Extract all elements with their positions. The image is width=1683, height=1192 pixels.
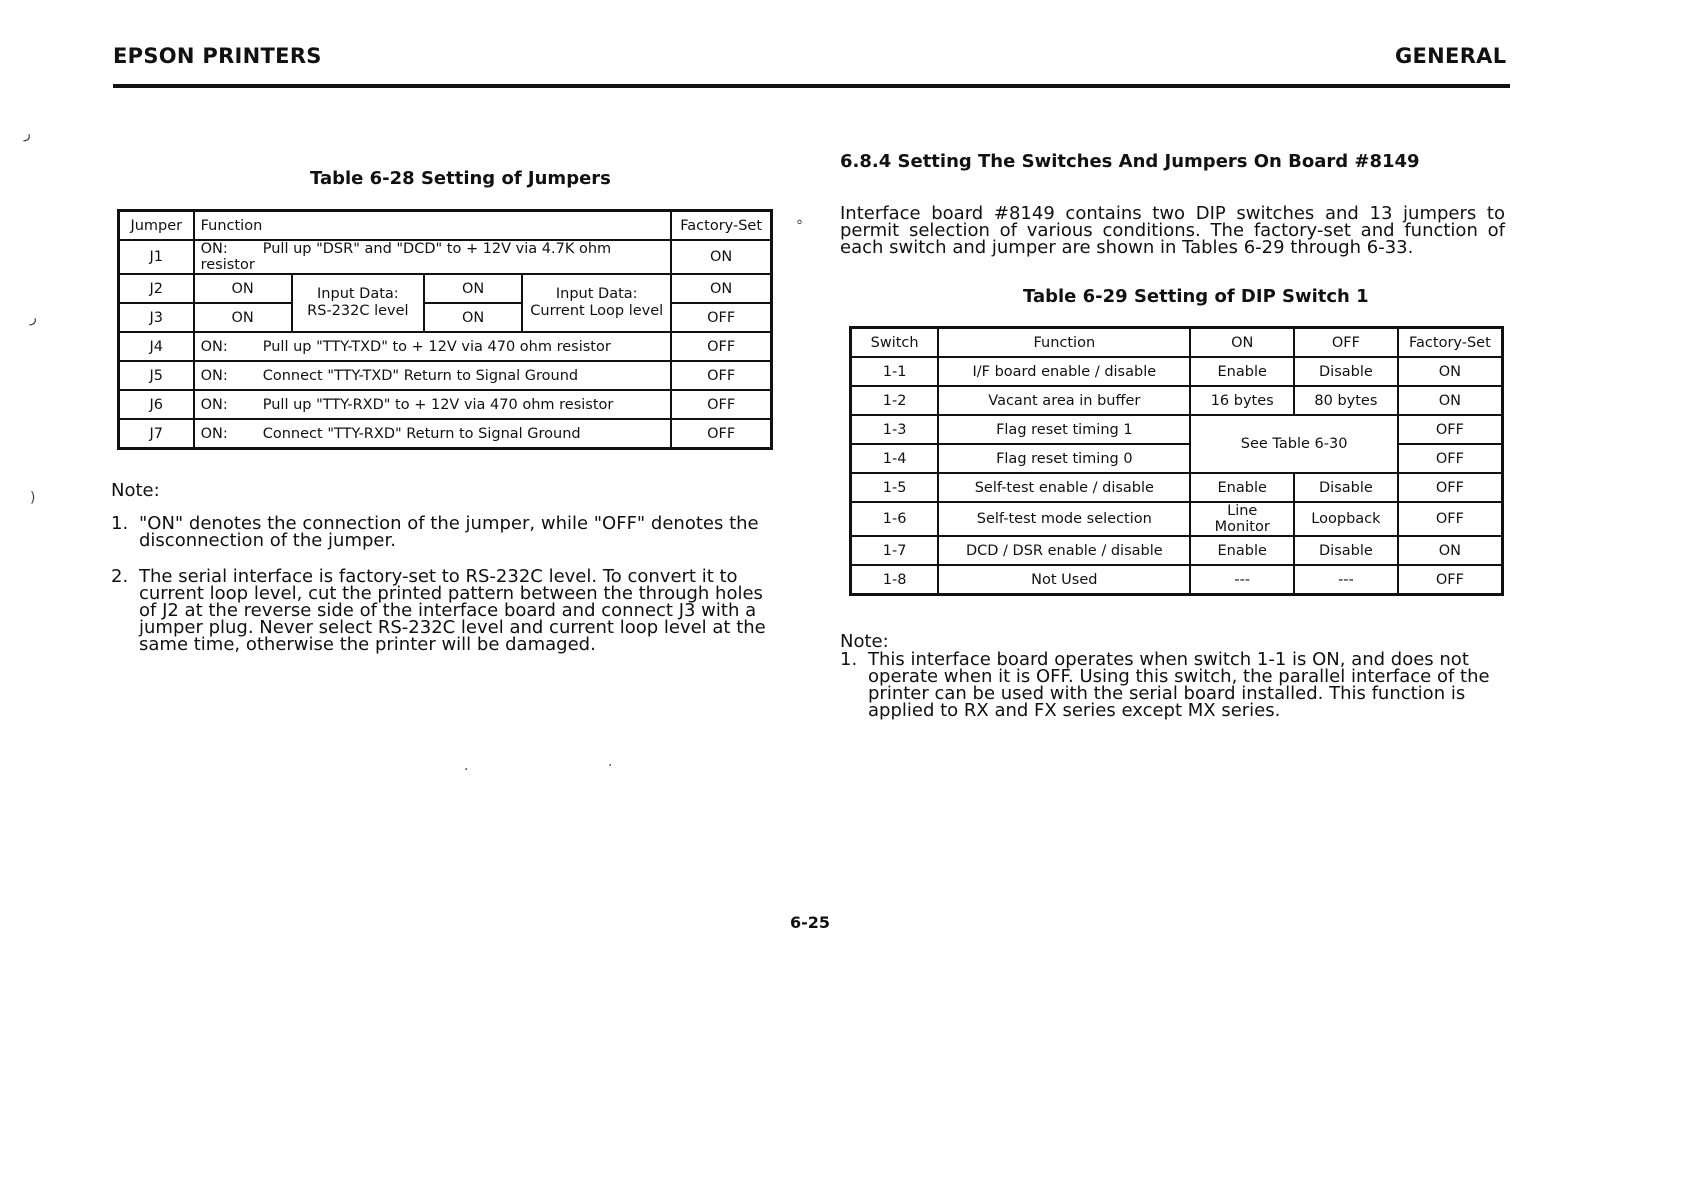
table-row [851, 536, 1503, 565]
switch-function: I/F board enable / disable [938, 357, 1190, 386]
jumper-function [194, 332, 672, 361]
scan-mark: · [608, 758, 613, 774]
col-header-function: Function [938, 328, 1190, 358]
factory-set-value: ON [1398, 386, 1503, 415]
note-text: The serial interface is factory-set to RS-232C level. To convert it to current loop level, cut the printed pattern between the through holes of J2 at the reverse side of the interface board and connect J3 with a jumper plug. Never select RS-232C level and current loop level at the same time, otherwise the printer will be damaged. [139, 566, 766, 655]
factory-set-value: OFF [671, 303, 771, 332]
table-row [119, 361, 772, 390]
table-row [851, 444, 1503, 473]
rs232-on: ON [194, 303, 292, 332]
function-on-label: ON: [200, 338, 228, 355]
function-description: Connect "TTY-RXD" Return to Signal Ground [262, 425, 581, 442]
right-note-label: Note: [840, 631, 889, 652]
factory-set-value: OFF [671, 419, 771, 449]
table-row [119, 332, 772, 361]
table-header-row [851, 328, 1503, 358]
switch-on-value: Enable [1190, 473, 1294, 502]
table-row [851, 357, 1503, 386]
switch-id: 1-5 [851, 473, 939, 502]
jumper-id: J5 [119, 361, 194, 390]
switch-id: 1-6 [851, 502, 939, 536]
factory-set-value: ON [1398, 536, 1503, 565]
table-row [119, 303, 772, 332]
jumper-function [194, 419, 672, 449]
jumper-settings-table [117, 209, 773, 450]
section-title: 6.8.4 Setting The Switches And Jumpers On Board #8149 [840, 151, 1420, 172]
switch-off-value: Disable [1294, 536, 1398, 565]
factory-set-value: OFF [1398, 444, 1503, 473]
note-number: 1. [840, 649, 858, 670]
table-row [851, 415, 1503, 444]
running-header-left: EPSON PRINTERS [113, 44, 322, 68]
jumper-function [194, 361, 672, 390]
right-note-item-1 [840, 651, 1510, 719]
table-row [851, 502, 1503, 536]
switch-id: 1-2 [851, 386, 939, 415]
factory-set-value: OFF [671, 361, 771, 390]
switch-off-value: 80 bytes [1294, 386, 1398, 415]
factory-set-value: ON [671, 240, 771, 274]
function-description: Pull up "TTY-TXD" to + 12V via 470 ohm resistor [262, 338, 611, 355]
left-note-item-2 [111, 568, 781, 653]
table-row [851, 565, 1503, 595]
switch-function: Self-test mode selection [938, 502, 1190, 536]
jumper-function [194, 390, 672, 419]
col-header-factory-set: Factory-Set [1398, 328, 1503, 358]
jumper-id: J3 [119, 303, 194, 332]
switch-off-value: Loopback [1294, 502, 1398, 536]
jumper-id: J7 [119, 419, 194, 449]
switch-function: Vacant area in buffer [938, 386, 1190, 415]
switch-id: 1-7 [851, 536, 939, 565]
note-number: 2. [111, 566, 129, 587]
factory-set-value: OFF [1398, 565, 1503, 595]
switch-function: Not Used [938, 565, 1190, 595]
switch-on-value: --- [1190, 565, 1294, 595]
scan-mark: ° [796, 218, 803, 234]
switch-id: 1-4 [851, 444, 939, 473]
switch-on-value: 16 bytes [1190, 386, 1294, 415]
jumper-id: J1 [119, 240, 194, 274]
jumper-function [194, 240, 672, 274]
table-header-row [119, 211, 772, 241]
current-loop-on: ON [424, 303, 522, 332]
scan-mark: · [464, 762, 469, 778]
current-loop-on: ON [424, 274, 522, 303]
factory-set-value: OFF [1398, 502, 1503, 536]
section-intro: Interface board #8149 contains two DIP switches and 13 jumpers to permit selection of various conditions. The factory-set and function of each switch and jumper are shown in Tables 6-29 through 6-33. [840, 203, 1505, 258]
jumper-id: J4 [119, 332, 194, 361]
scan-mark: ر [24, 126, 31, 142]
switch-id: 1-8 [851, 565, 939, 595]
switch-id: 1-3 [851, 415, 939, 444]
switch-function: Self-test enable / disable [938, 473, 1190, 502]
table-row [119, 419, 772, 449]
function-description: Pull up "DSR" and "DCD" to + 12V via 4.7K ohm resistor [200, 241, 612, 273]
scan-mark: ) [30, 490, 36, 506]
function-on-label: ON: [200, 241, 228, 257]
factory-set-value: OFF [671, 332, 771, 361]
switch-off-value: --- [1294, 565, 1398, 595]
function-description: Connect "TTY-TXD" Return to Signal Ground [262, 367, 579, 384]
col-header-function: Function [194, 211, 672, 241]
header-rule [113, 84, 1510, 88]
left-note-label: Note: [111, 480, 160, 501]
col-header-on: ON [1190, 328, 1294, 358]
factory-set-value: ON [671, 274, 771, 303]
scan-mark: ر [30, 310, 37, 326]
factory-set-value: OFF [671, 390, 771, 419]
function-on-label: ON: [200, 425, 228, 442]
switch-on-value: Line Monitor [1190, 502, 1294, 536]
page-number: 6-25 [790, 913, 831, 932]
switch-off-value: Disable [1294, 357, 1398, 386]
function-on-label: ON: [200, 367, 228, 384]
switch-function: Flag reset timing 1 [938, 415, 1190, 444]
dip-switch-1-table [849, 326, 1504, 596]
note-text: This interface board operates when switch 1-1 is ON, and does not operate when it is OFF. Using this switch, the parallel interface of the printer can be used with the serial board installed. This function is applied to RX and FX series except MX series. [868, 649, 1490, 721]
see-table-6-30: See Table 6-30 [1190, 415, 1397, 473]
rs232-on: ON [194, 274, 292, 303]
col-header-off: OFF [1294, 328, 1398, 358]
function-on-label: ON: [200, 396, 228, 413]
rs232-input-label: Input Data: RS-232C level [292, 274, 424, 332]
left-note-item-1 [111, 515, 781, 549]
function-description: Pull up "TTY-RXD" to + 12V via 470 ohm resistor [262, 396, 614, 413]
current-loop-input-label: Input Data: Current Loop level [522, 274, 671, 332]
switch-id: 1-1 [851, 357, 939, 386]
table-row [851, 473, 1503, 502]
table-row [119, 274, 772, 303]
switch-on-value: Enable [1190, 536, 1294, 565]
note-number: 1. [111, 513, 129, 534]
note-text: "ON" denotes the connection of the jumper, while "OFF" denotes the disconnection of the jumper. [139, 513, 759, 551]
factory-set-value: ON [1398, 357, 1503, 386]
table-row [119, 240, 772, 274]
factory-set-value: OFF [1398, 415, 1503, 444]
table-6-29-title: Table 6-29 Setting of DIP Switch 1 [1023, 286, 1369, 307]
running-header-right: GENERAL [1395, 44, 1507, 68]
jumper-id: J2 [119, 274, 194, 303]
switch-off-value: Disable [1294, 473, 1398, 502]
table-6-28-title: Table 6-28 Setting of Jumpers [310, 168, 611, 189]
table-row [119, 390, 772, 419]
switch-on-value: Enable [1190, 357, 1294, 386]
col-header-jumper: Jumper [119, 211, 194, 241]
jumper-id: J6 [119, 390, 194, 419]
col-header-factory-set: Factory-Set [671, 211, 771, 241]
table-row [851, 386, 1503, 415]
switch-function: DCD / DSR enable / disable [938, 536, 1190, 565]
factory-set-value: OFF [1398, 473, 1503, 502]
switch-function: Flag reset timing 0 [938, 444, 1190, 473]
col-header-switch: Switch [851, 328, 939, 358]
